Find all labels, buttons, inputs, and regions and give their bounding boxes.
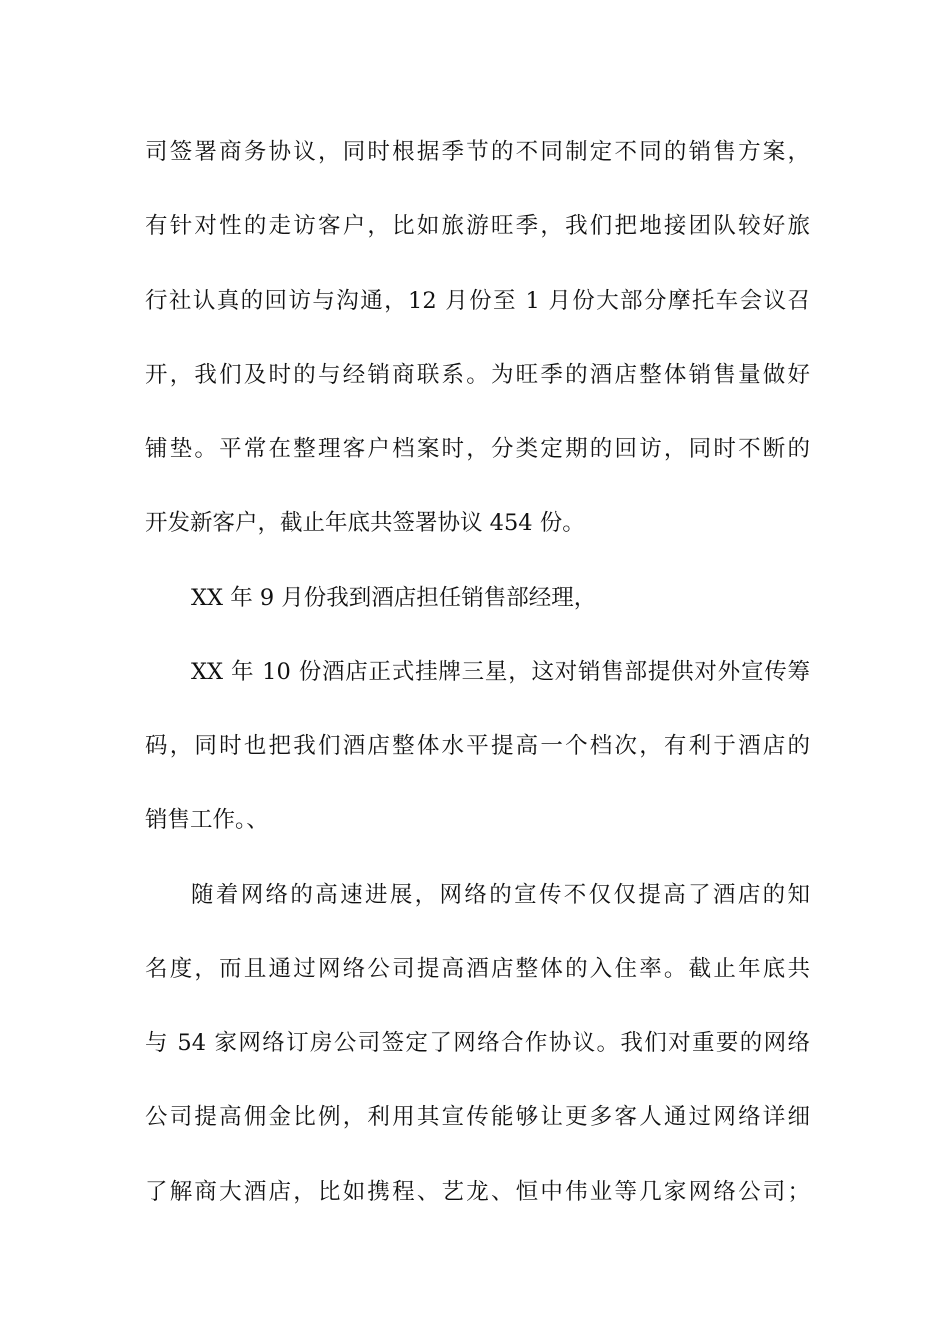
paragraph-line: 随着网络的高速进展，网络的宣传不仅仅提高了酒店的知 bbox=[191, 882, 810, 908]
text-line: 了解商大酒店，比如携程、艺龙、恒中伟业等几家网络公司； bbox=[145, 1179, 810, 1205]
text-line: 铺垫。平常在整理客户档案时，分类定期的回访，同时不断的 bbox=[145, 436, 810, 462]
text-line: 与 54 家网络订房公司签定了网络合作协议。我们对重要的网络 bbox=[145, 1030, 810, 1056]
text-line: 司签署商务协议，同时根据季节的不同制定不同的销售方案， bbox=[145, 139, 810, 165]
text-line: 公司提高佣金比例，利用其宣传能够让更多客人通过网络详细 bbox=[145, 1104, 810, 1130]
text-line: 行社认真的回访与沟通，12 月份至 1 月份大部分摩托车会议召 bbox=[145, 288, 810, 314]
text-line: 销售工作。、 bbox=[145, 807, 269, 833]
paragraph-line: XX 年 10 份酒店正式挂牌三星，这对销售部提供对外宣传筹 bbox=[191, 659, 810, 685]
text-line: 名度，而且通过网络公司提高酒店整体的入住率。截止年底共 bbox=[145, 956, 810, 982]
text-line: 码，同时也把我们酒店整体水平提高一个档次，有利于酒店的 bbox=[145, 733, 810, 759]
text-line: 开发新客户，截止年底共签署协议 454 份。 bbox=[145, 510, 585, 536]
text-line: 开，我们及时的与经销商联系。为旺季的酒店整体销售量做好 bbox=[145, 362, 810, 388]
paragraph-line: XX 年 9 月份我到酒店担任销售部经理， bbox=[191, 585, 597, 611]
text-line: 有针对性的走访客户，比如旅游旺季，我们把地接团队较好旅 bbox=[145, 213, 810, 239]
